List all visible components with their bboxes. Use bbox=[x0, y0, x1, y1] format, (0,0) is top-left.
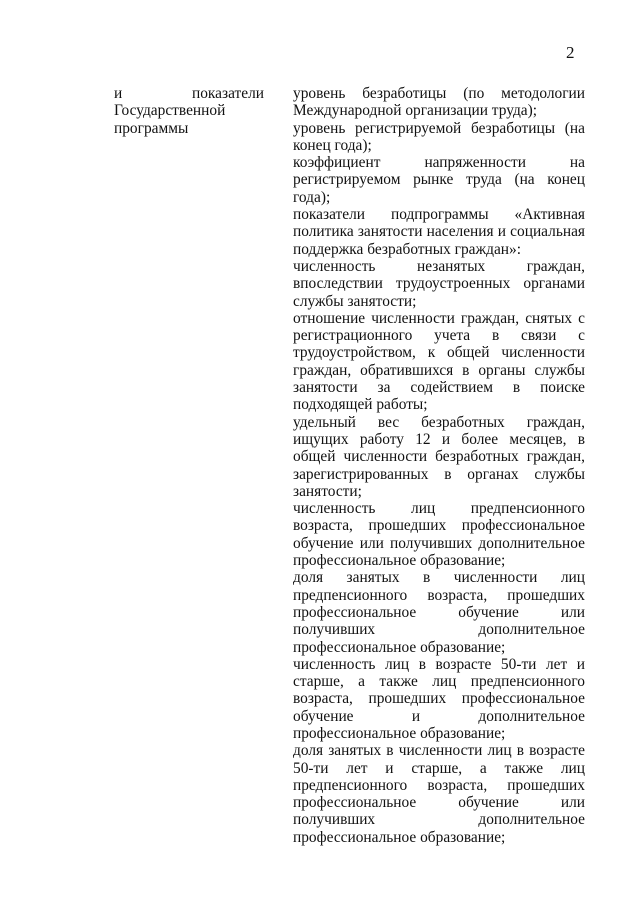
indicator-item: показатели подпрограммы «Активная политика занятости населения и социальная поддержка безработных граждан»: bbox=[293, 206, 585, 258]
indicator-item: численность лиц предпенсионного возраста, прошедших профессиональное обучение или получивших дополнительное профессиональное образование; bbox=[293, 500, 585, 570]
indicator-item: удельный вес безработных граждан, ищущих работу 12 и более месяцев, в общей численности безработных граждан, зарегистрированных в органах службы занятости; bbox=[293, 413, 585, 500]
indicator-item: отношение численности граждан, снятых с регистрационного учета в связи с трудоустройством, к общей численности граждан, обратившихся в органы службы занятости за содействием в поиске подходящей работы; bbox=[293, 309, 585, 414]
page-number: 2 bbox=[566, 43, 575, 62]
section-label-line-2: Государственной bbox=[114, 102, 226, 120]
section-label-line-3: программы bbox=[114, 119, 189, 137]
indicator-item: доля занятых в численности лиц предпенсионного возраста, прошедших профессиональное обучение или получивших дополнительное профессиональное образование; bbox=[293, 569, 585, 656]
indicator-item: коэффициент напряженности на регистрируемом рынке труда (на конец года); bbox=[293, 154, 585, 206]
section-label-word-1: и bbox=[114, 85, 123, 102]
indicator-item: численность лиц в возрасте 50-ти лет и старше, а также лиц предпенсионного возраста, прошедших профессиональное обучение и дополнительное профессиональное образование; bbox=[293, 655, 585, 742]
section-label bbox=[114, 85, 264, 137]
section-label-line-1 bbox=[114, 85, 264, 102]
indicator-item: численность незанятых граждан, впоследствии трудоустроенных органами службы занятости; bbox=[293, 257, 585, 310]
indicator-item: уровень безработицы (по методологии Международной организации труда); bbox=[293, 85, 585, 120]
indicator-item: уровень регистрируемой безработицы (на конец года); bbox=[293, 119, 585, 154]
indicator-item: доля занятых в численности лиц в возрасте 50-ти лет и старше, а также лиц предпенсионного возраста, прошедших профессиональное обучение или получивших дополнительное профессиональное образование; bbox=[293, 742, 585, 846]
indicator-list bbox=[293, 85, 585, 846]
section-label-word-2: показатели bbox=[192, 85, 264, 102]
